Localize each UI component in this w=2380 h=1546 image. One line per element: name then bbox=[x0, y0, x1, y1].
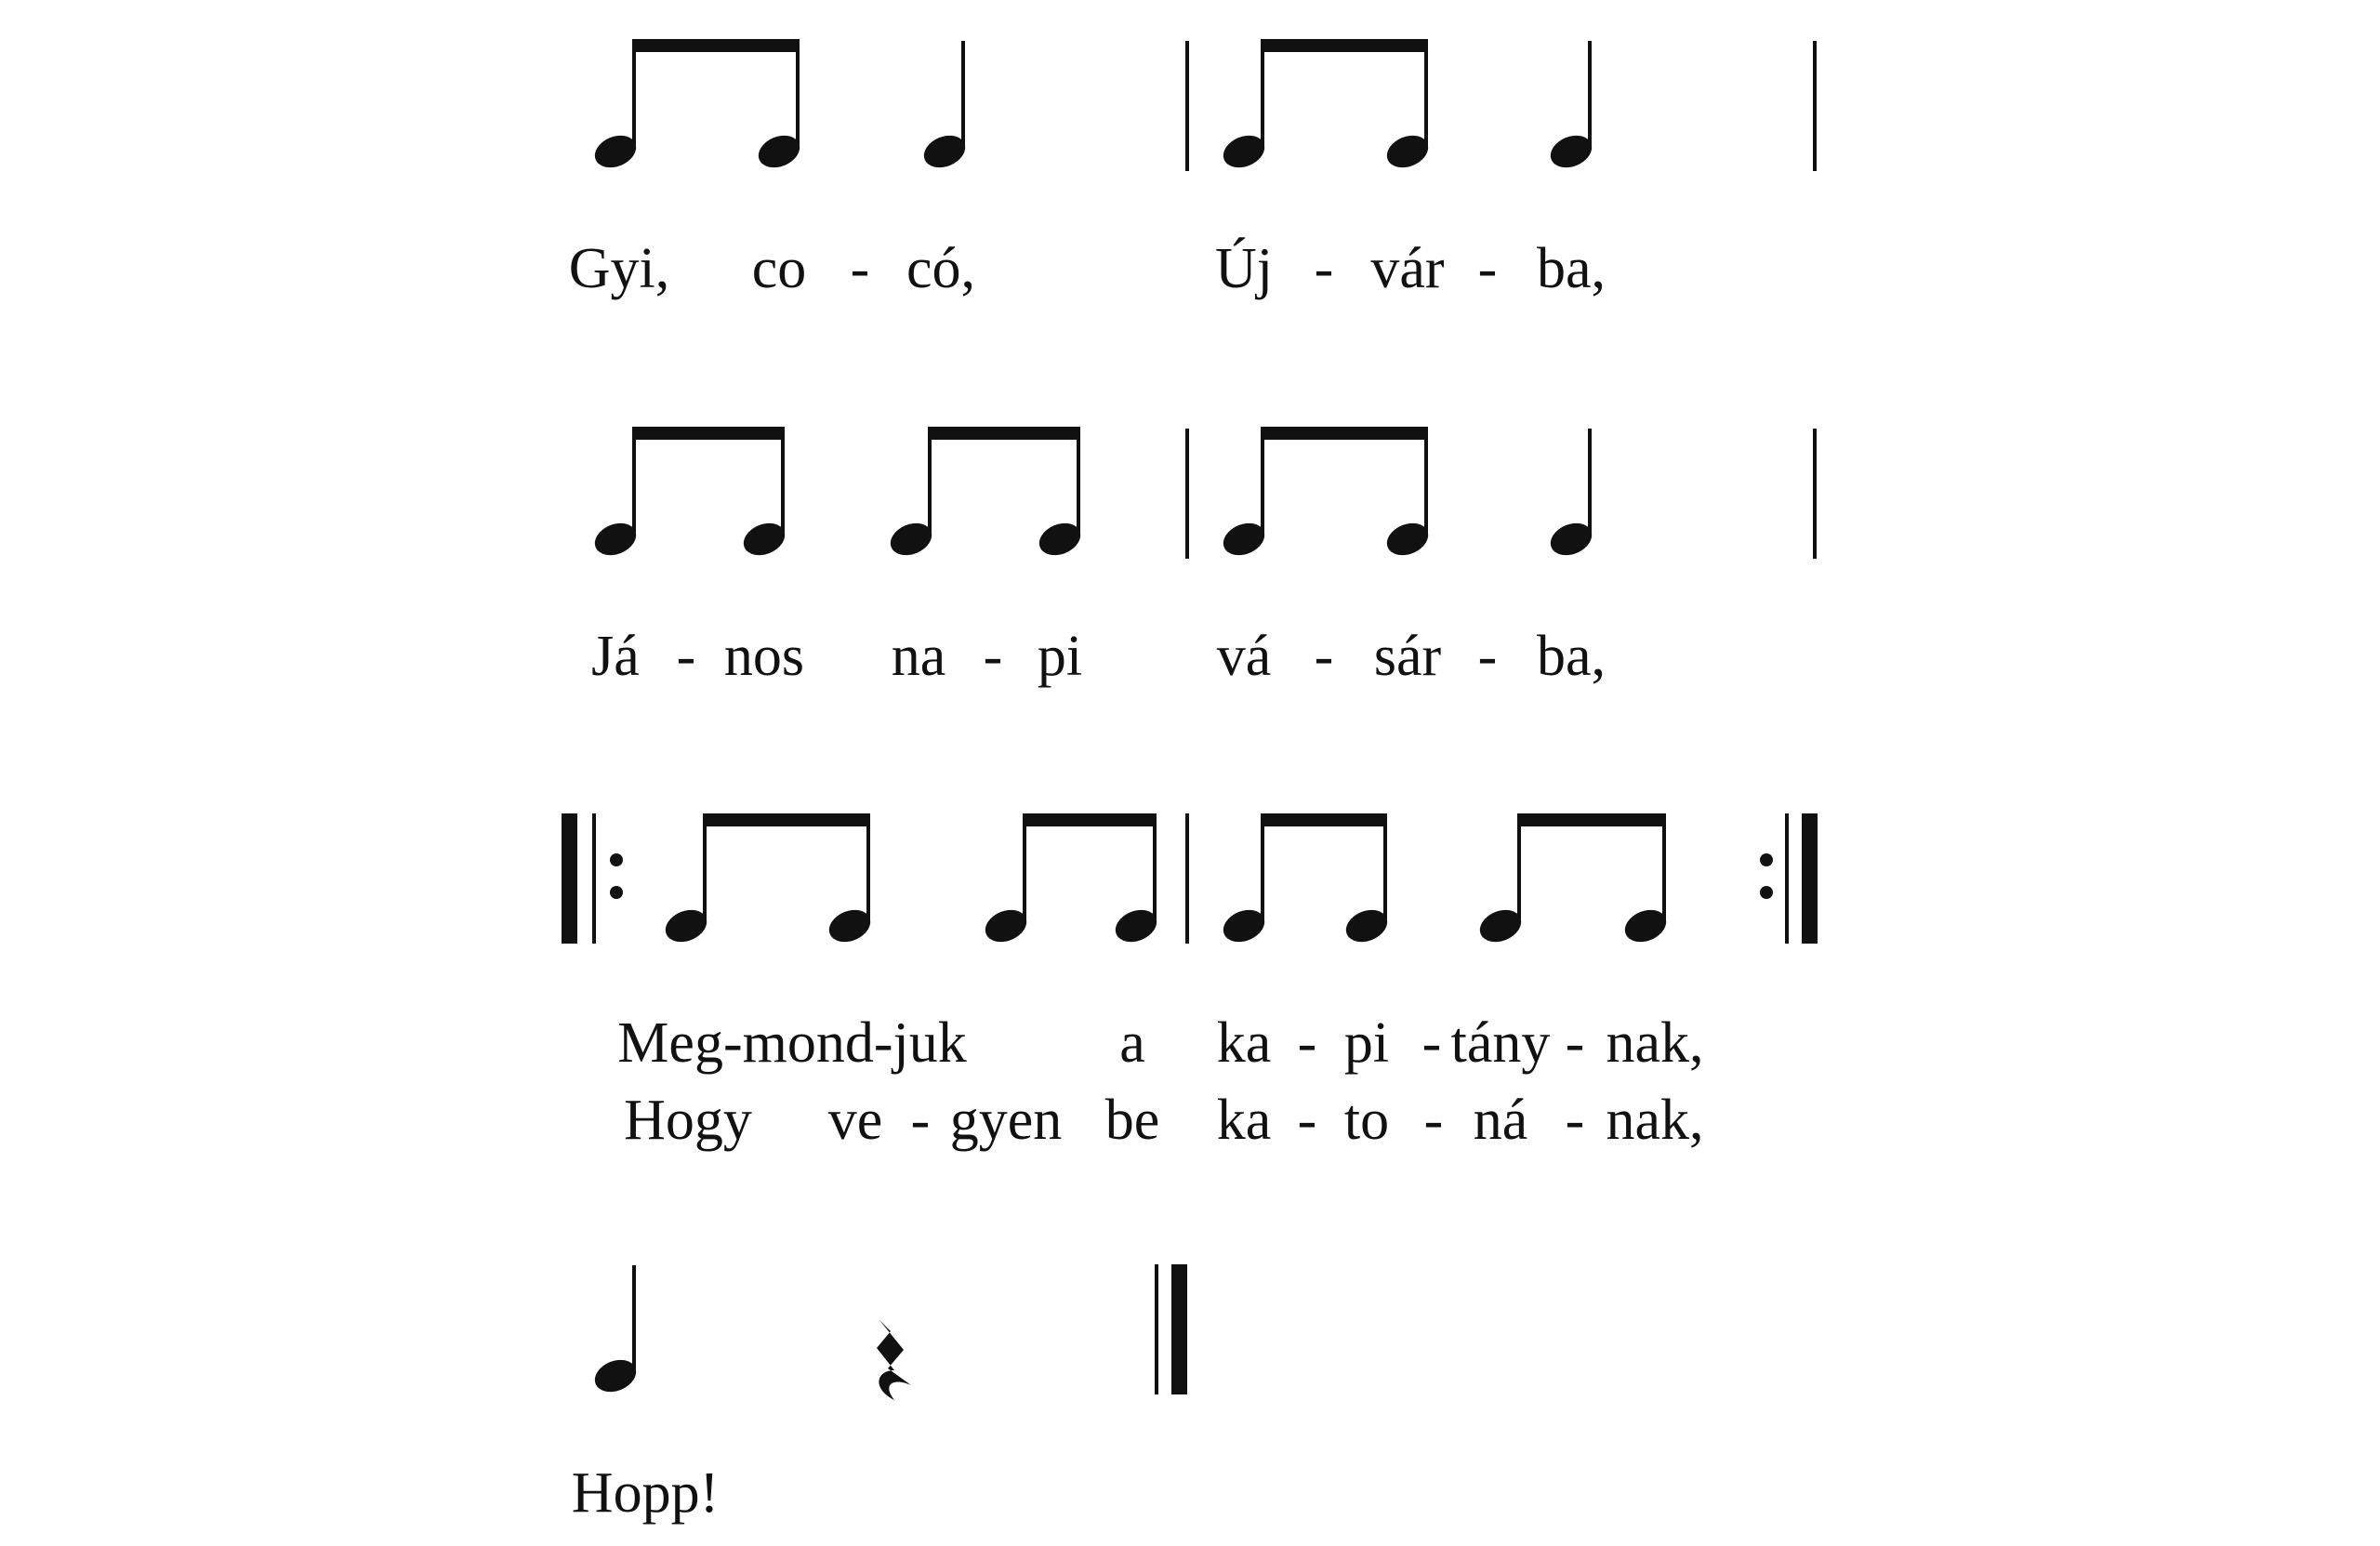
note-stem bbox=[1662, 813, 1666, 922]
barline bbox=[1185, 41, 1189, 171]
eighth-note-pair bbox=[886, 427, 1086, 561]
note-stem bbox=[1261, 813, 1264, 922]
lyric-syllable: co bbox=[751, 237, 807, 300]
beam bbox=[632, 39, 800, 52]
eighth-note-pair bbox=[590, 427, 790, 561]
lyric-syllable: ve bbox=[827, 1089, 883, 1152]
eighth-note-pair bbox=[981, 813, 1162, 947]
eighth-note-pair bbox=[1475, 813, 1672, 947]
beam bbox=[632, 427, 785, 440]
lyric-hyphen: - bbox=[1423, 1089, 1444, 1152]
lyric-hyphen: - bbox=[1421, 1011, 1442, 1075]
eighth-note-pair bbox=[661, 813, 876, 947]
barline bbox=[1185, 813, 1189, 944]
system-3-notation bbox=[562, 813, 1818, 947]
lyric-syllable: tány bbox=[1450, 1011, 1551, 1075]
note-stem bbox=[1424, 427, 1428, 535]
quarter-note bbox=[1546, 429, 1597, 561]
lyric-hyphen: - bbox=[1565, 1011, 1585, 1075]
final-barline bbox=[1155, 1264, 1187, 1394]
lyric-hyphen: - bbox=[676, 625, 696, 688]
note-stem bbox=[1261, 427, 1264, 535]
lyric-syllable: gyen bbox=[949, 1089, 1063, 1152]
lyric-syllable: to bbox=[1343, 1089, 1390, 1152]
note-stem bbox=[1153, 813, 1157, 922]
lyric-syllable: Gyi, bbox=[568, 237, 670, 300]
eighth-note-pair bbox=[1219, 813, 1393, 947]
note-stem bbox=[866, 813, 870, 922]
quarter-note bbox=[919, 41, 971, 173]
lyric-hyphen: - bbox=[983, 625, 1003, 688]
lyric-syllable: Új bbox=[1215, 237, 1273, 300]
repeat-end-sign bbox=[1760, 813, 1818, 944]
quarter-note bbox=[1546, 41, 1597, 173]
lyric-word: Hopp! bbox=[571, 1461, 720, 1525]
lyric-syllable: nos bbox=[723, 625, 805, 688]
note-stem bbox=[632, 427, 636, 535]
lyric-syllable: Já bbox=[591, 625, 640, 688]
barline bbox=[1813, 429, 1817, 559]
lyric-syllable: ná bbox=[1473, 1089, 1528, 1152]
note-stem bbox=[961, 41, 965, 148]
lyric-syllable: be bbox=[1104, 1089, 1160, 1152]
lyric-syllable: a bbox=[1119, 1011, 1145, 1075]
barline bbox=[1185, 429, 1189, 559]
barline bbox=[1813, 41, 1817, 171]
note-stem bbox=[1424, 39, 1428, 148]
beam bbox=[703, 813, 870, 826]
note-stem bbox=[703, 813, 707, 922]
lyric-syllable: Hogy bbox=[624, 1089, 752, 1152]
lyric-syllable: vár bbox=[1370, 237, 1445, 300]
beam bbox=[1023, 813, 1157, 826]
beam bbox=[1261, 427, 1428, 440]
eighth-note-pair bbox=[1219, 427, 1434, 561]
lyric-syllable: pi bbox=[1037, 625, 1083, 688]
lyric-syllable: ba, bbox=[1536, 625, 1606, 688]
lyric-hyphen: - bbox=[1297, 1011, 1317, 1075]
note-stem bbox=[632, 39, 636, 148]
note-stem bbox=[1517, 813, 1521, 922]
beam bbox=[1517, 813, 1666, 826]
lyric-syllable: nak, bbox=[1606, 1089, 1704, 1152]
lyric-syllable: ka bbox=[1216, 1011, 1272, 1075]
note-stem bbox=[1383, 813, 1387, 922]
lyric-syllable: pi bbox=[1343, 1011, 1390, 1075]
lyric-hyphen: - bbox=[1297, 1089, 1317, 1152]
lyric-word: Meg-mond-juk bbox=[617, 1011, 967, 1075]
lyric-syllable: nak, bbox=[1606, 1011, 1704, 1075]
lyric-syllable: na bbox=[891, 625, 946, 688]
beam bbox=[928, 427, 1080, 440]
note-stem bbox=[1588, 41, 1592, 148]
lyric-hyphen: - bbox=[1314, 237, 1334, 300]
note-stem bbox=[1023, 813, 1026, 922]
eighth-note-pair bbox=[1219, 39, 1434, 173]
quarter-note bbox=[590, 1265, 641, 1397]
system-4-notation bbox=[590, 1264, 1187, 1400]
quarter-rest bbox=[877, 1320, 911, 1400]
note-stem bbox=[781, 427, 785, 535]
lyric-hyphen: - bbox=[1565, 1089, 1585, 1152]
repeat-start-sign bbox=[562, 813, 623, 944]
note-stem bbox=[1077, 427, 1080, 535]
note-stem bbox=[1261, 39, 1264, 148]
beam bbox=[1261, 39, 1428, 52]
note-stem bbox=[632, 1265, 636, 1372]
lyric-hyphen: - bbox=[1477, 625, 1498, 688]
system-1-notation bbox=[590, 39, 1817, 173]
note-stem bbox=[1588, 429, 1592, 535]
lyric-syllable: ka bbox=[1216, 1089, 1272, 1152]
beam bbox=[1261, 813, 1387, 826]
note-stem bbox=[928, 427, 932, 535]
system-2-notation bbox=[590, 427, 1817, 561]
lyric-syllable: ba, bbox=[1536, 237, 1606, 300]
lyric-hyphen: - bbox=[1314, 625, 1334, 688]
lyric-syllable: sár bbox=[1373, 625, 1442, 688]
note-stem bbox=[796, 39, 800, 148]
lyric-syllable: vá bbox=[1216, 625, 1272, 688]
eighth-note-pair bbox=[590, 39, 805, 173]
lyric-hyphen: - bbox=[1477, 237, 1498, 300]
lyric-hyphen: - bbox=[910, 1089, 931, 1152]
lyric-syllable: có, bbox=[906, 237, 976, 300]
lyric-hyphen: - bbox=[850, 237, 870, 300]
